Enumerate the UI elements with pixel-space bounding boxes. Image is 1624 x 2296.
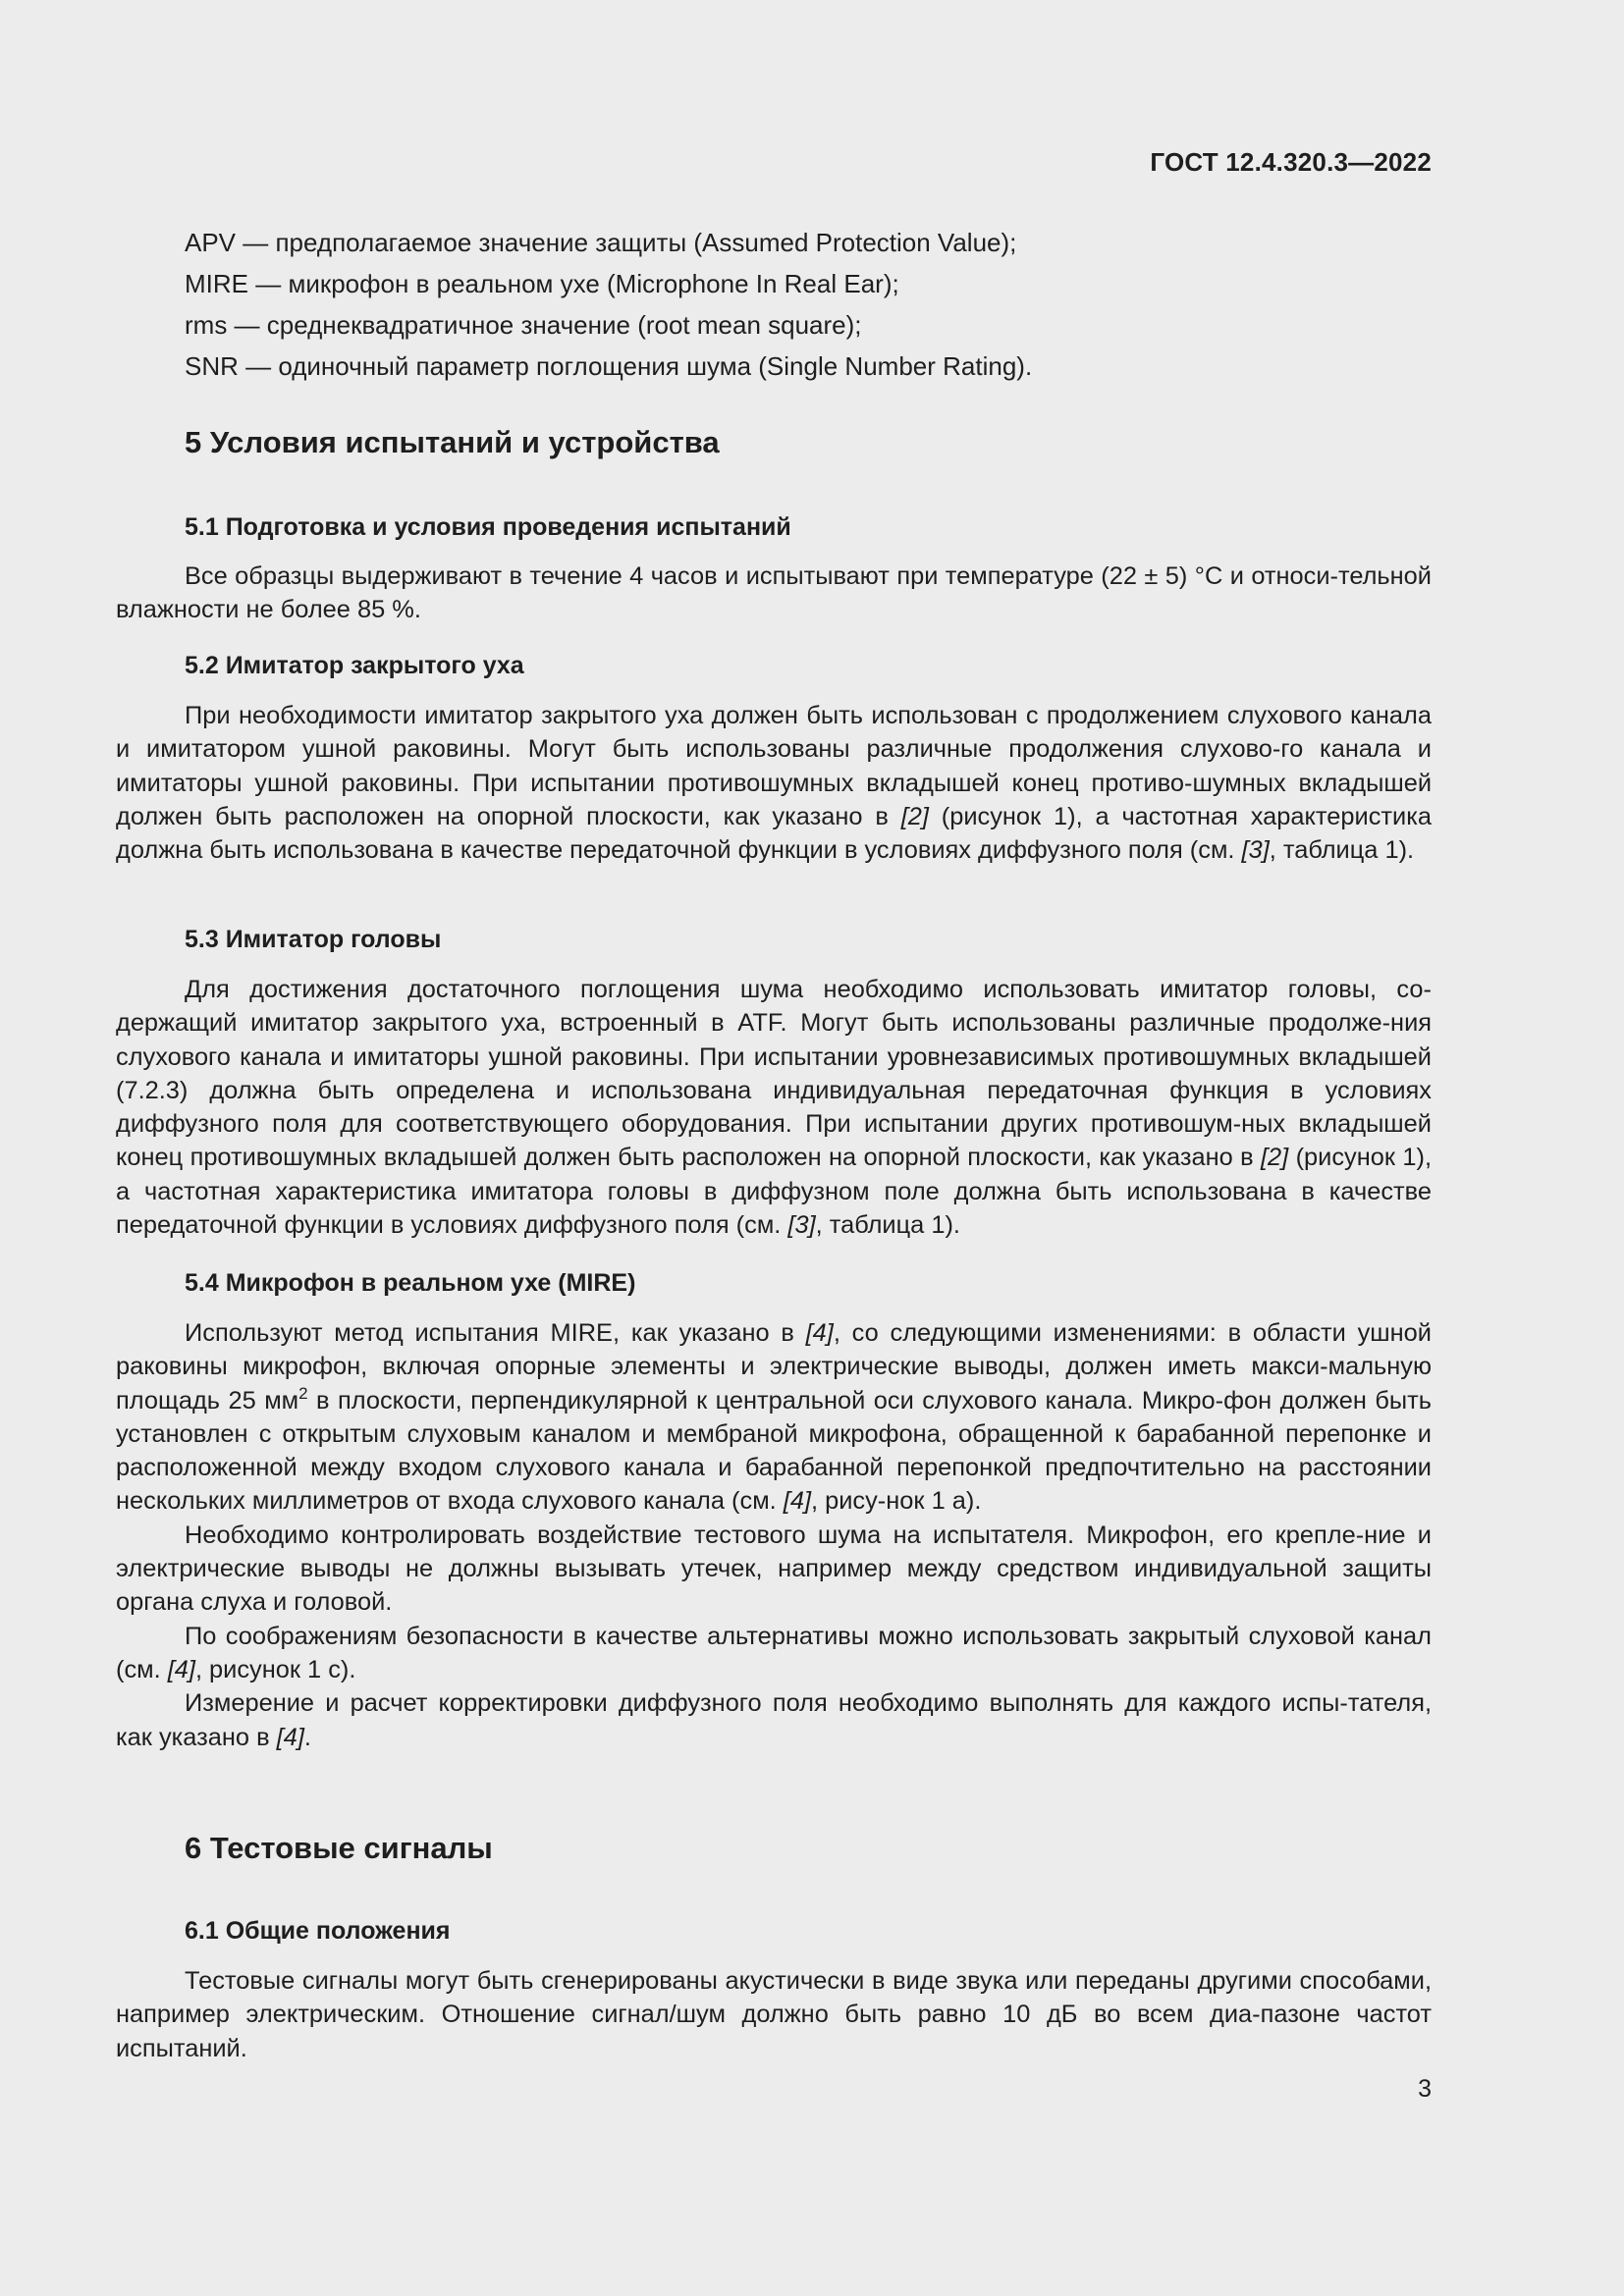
paragraph: Необходимо контролировать воздействие тестового шума на испытателя. Микрофон, его крепле-ние и электрические выводы не должны вызывать утечек, например между средством индивидуальной защиты органа слуха и головой. (116, 1521, 1432, 1617)
paragraph: Тестовые сигналы могут быть сгенерированы акустически в виде звука или переданы другими способами, например электрическим. Отношение сигнал/шум должно быть равно 10 дБ во всем диа-пазоне частот испытаний. (116, 1967, 1432, 2062)
abbreviation-item: APV — предполагаемое значение защиты (Assumed Protection Value); (185, 228, 1017, 257)
abbreviation-item: rms — среднеквадратичное значение (root mean square); (185, 310, 862, 340)
paragraph: Используют метод испытания MIRE, как указано в [4], со следующими изменениями: в области ушной раковины микрофон, включая опорные элементы и электрические выводы, должен иметь макси-мальную площадь 25 $мм^2$ в плоскости, перпендикулярной к центральной оси слухового канала. Микро-фон должен быть установлен с открытым слуховым каналом и мембраной микрофона, обращенной к барабанной перепонке и расположенной между входом слухового канала и барабанной перепонкой предпочтительно на расстоянии нескольких миллиметров от входа слухового канала (см. [4], рису-нок 1 а). (116, 1319, 1432, 1516)
subsection-5-1-text (116, 560, 1432, 627)
citation-ref: [4] (805, 1319, 834, 1347)
abbreviation-list (185, 222, 1363, 387)
section-6-title: 6 Тестовые сигналы (185, 1831, 493, 1865)
citation-ref: [2] (1261, 1144, 1289, 1172)
section-5-title: 5 Условия испытаний и устройства (185, 425, 720, 459)
page-number: 3 (1418, 2075, 1432, 2103)
paragraph: Для достижения достаточного поглощения шума необходимо использовать имитатор головы, со-держащий имитатор закрытого уха, встроенный в ATF. Могут быть использованы различные продолже-ния слухового канала и имитаторы ушной раковины. При испытании уровнезависимых противошумных вкладышей (7.2.3) должна быть определена и использована индивидуальная передаточная функция в условиях диффузного поля для соответствующего оборудования. При испытании других противошум-ных вкладышей конец противошумных вкладышей должен быть расположен на опорной плоскости, как указано в [2] (рисунок 1), а частотная характеристика имитатора головы в диффузном поле должна быть использована в качестве передаточной функции в условиях диффузного поля (см. [3], таблица 1). (116, 976, 1432, 1240)
citation-ref: [3] (1241, 836, 1270, 865)
abbreviation-item: MIRE — микрофон в реальном ухе (Microphone In Real Ear); (185, 269, 899, 298)
document-header: ГОСТ 12.4.320.3—2022 (1150, 147, 1432, 177)
paragraph: Все образцы выдерживают в течение 4 часов и испытывают при температуре (22 ± 5) °С и относи-тельной влажности не более 85 %. (116, 562, 1432, 624)
citation-ref: [3] (787, 1211, 816, 1240)
citation-ref: [4] (167, 1655, 195, 1683)
subsection-5-2-text (116, 699, 1432, 867)
superscript: 2 (298, 1383, 308, 1403)
paragraph: При необходимости имитатор закрытого уха должен быть использован с продолжением слухового канала и имитатором ушной раковины. Могут быть использованы различные продолжения слухово-го канала и имитаторы ушной раковины. При испытании противошумных вкладышей конец противо-шумных вкладышей должен быть расположен на опорной плоскости, как указано в [2] (рисунок 1), а частотная характеристика должна быть использована в качестве передаточной функции в условиях диффузного поля (см. [3], таблица 1). (116, 702, 1432, 865)
subsection-5-3-title: 5.3 Имитатор головы (185, 926, 442, 953)
citation-ref: [2] (900, 802, 929, 830)
abbreviation-item: SNR — одиночный параметр поглощения шума (Single Number Rating). (185, 351, 1033, 381)
subsection-6-1-text (116, 1964, 1432, 2065)
subsection-5-3-text (116, 973, 1432, 1242)
subsection-5-1-title: 5.1 Подготовка и условия проведения испытаний (185, 513, 791, 541)
subsection-5-4-text (116, 1316, 1432, 1754)
citation-ref: [4] (783, 1487, 811, 1516)
citation-ref: [4] (276, 1723, 304, 1751)
subsection-5-4-title: 5.4 Микрофон в реальном ухе (MIRE) (185, 1269, 636, 1297)
subsection-6-1-title: 6.1 Общие положения (185, 1917, 451, 1945)
paragraph: Измерение и расчет корректировки диффузного поля необходимо выполнять для каждого испы-тателя, как указано в [4]. (116, 1689, 1432, 1751)
subsection-5-2-title: 5.2 Имитатор закрытого уха (185, 652, 524, 679)
document-page (116, 0, 1432, 2296)
paragraph: По соображениям безопасности в качестве альтернативы можно использовать закрытый слуховой канал (см. [4], рисунок 1 с). (116, 1622, 1432, 1683)
